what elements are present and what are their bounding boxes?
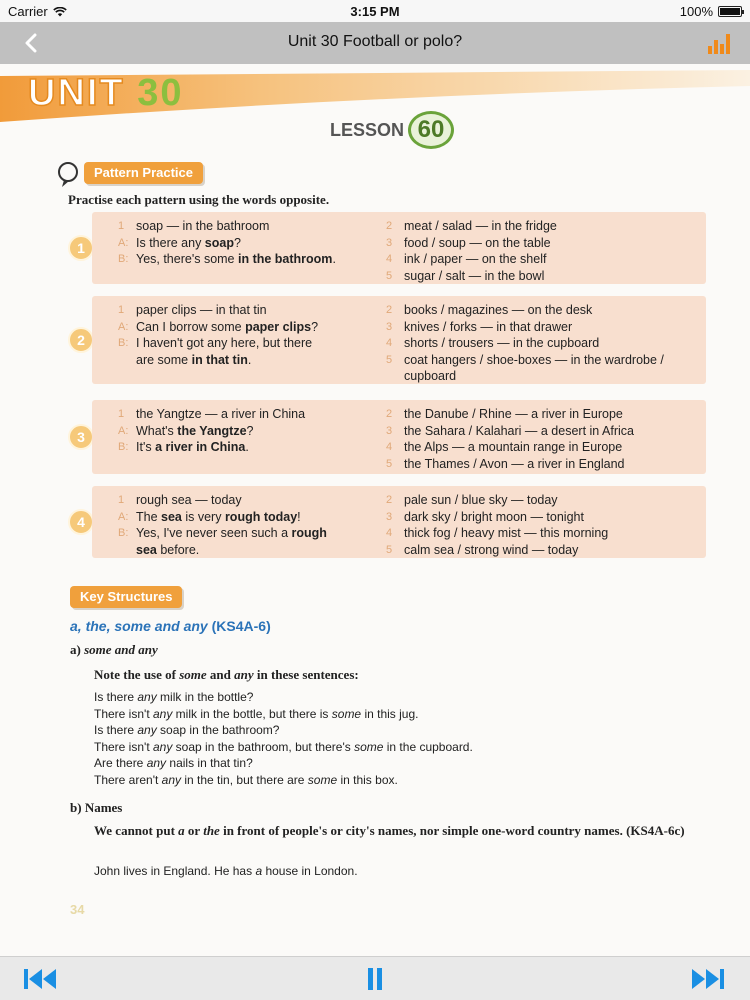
key-structures-label: Key Structures — [70, 586, 182, 608]
cue-text: calm sea / strong wind — today — [404, 542, 579, 557]
drill-model-line — [118, 406, 388, 423]
line-marker: 2 — [386, 408, 393, 420]
cue-text: knives / forks — in that drawer — [404, 319, 573, 334]
line-marker: A: — [118, 424, 129, 437]
text-segment: the Yangtze — [177, 423, 247, 438]
status-bar — [0, 0, 750, 22]
drill-model-line — [118, 352, 388, 369]
lesson-heading — [330, 112, 454, 148]
cue-text: thick fog / heavy mist — this morning — [404, 526, 609, 540]
text-segment: paper clips — [245, 319, 312, 334]
line-marker: 4 — [386, 253, 393, 265]
text-segment: a — [178, 823, 185, 838]
drill-cue-line — [386, 456, 701, 473]
example-sentence — [94, 722, 473, 739]
instruction-text: Practise each pattern using the words opposite. — [68, 192, 330, 207]
example-sentences — [94, 689, 473, 788]
line-marker: 2 — [386, 494, 393, 506]
cue-text: ink / paper — on the shelf — [404, 252, 547, 266]
section-b-label: b) — [70, 800, 82, 815]
cue-text: the Alps — a mountain range in Europe — [404, 440, 623, 454]
line-marker: 2 — [386, 304, 393, 316]
page-number: 34 — [70, 902, 85, 917]
ks-heading-ref: (KS4A-6) — [207, 618, 271, 634]
drill-model-column — [118, 492, 388, 558]
carrier-label: Carrier — [8, 4, 48, 19]
text-segment: ? — [311, 319, 319, 334]
cue-text: coat hangers / shoe-boxes — in the wardrobe / — [404, 352, 664, 367]
drill-model-line — [118, 492, 388, 509]
cue-text: meat / salad — in the fridge — [404, 219, 557, 233]
line-marker: 3 — [386, 424, 393, 437]
text-segment: soap — in the bathroom — [136, 219, 270, 233]
text-segment: soap in the bathroom, but there's — [172, 739, 355, 754]
text-segment: or — [184, 823, 204, 838]
line-marker: 5 — [386, 543, 393, 556]
cue-text: the Thames / Avon — a river in England — [404, 456, 625, 471]
drill-cue-column — [386, 492, 701, 558]
text-segment: I haven't got any here, but there — [136, 336, 313, 350]
skip-to-end-icon — [691, 968, 725, 990]
drill-model-column — [118, 302, 388, 368]
line-marker: 3 — [386, 320, 393, 333]
pause-button[interactable] — [357, 965, 393, 993]
drill-number-badge: 4 — [68, 509, 94, 535]
text-segment: some — [354, 739, 384, 754]
drill-cue-line — [386, 335, 701, 352]
text-segment: in this jug. — [361, 706, 419, 721]
section-b-heading — [70, 800, 122, 816]
line-marker: 1 — [118, 304, 125, 316]
section-b-title: Names — [84, 800, 123, 815]
cue-text: cupboard — [404, 369, 457, 383]
progress-chart-button[interactable] — [706, 30, 732, 56]
text-segment: Is there — [94, 690, 138, 704]
line-marker: 1 — [118, 408, 125, 420]
playback-toolbar — [0, 956, 750, 1000]
cue-text: shorts / trousers — in the cupboard — [404, 336, 600, 350]
text-segment: in the cupboard. — [383, 739, 473, 754]
drill-cue-line — [386, 509, 701, 526]
text-segment: any — [161, 772, 182, 787]
unit-word: UNIT — [28, 72, 125, 114]
line-marker: B: — [118, 441, 129, 453]
section-a-title: some and any — [84, 642, 158, 657]
text-segment: some — [331, 706, 362, 721]
text-segment: Are there — [94, 756, 147, 770]
drill-model-line — [118, 235, 388, 252]
text-segment: . — [245, 440, 249, 454]
text-segment: nails in that tin? — [166, 756, 253, 770]
text-segment: in front of people's or city's names, nor simple one-word country names. (KS4A-6c) — [219, 823, 685, 838]
text-segment: There isn't — [94, 739, 153, 754]
cue-text: dark sky / bright moon — tonight — [404, 509, 584, 524]
text-segment: in this box. — [337, 772, 398, 787]
textbook-page — [0, 64, 750, 956]
line-marker: 1 — [118, 220, 125, 232]
lesson-number: 60 — [408, 111, 454, 149]
text-segment: sea — [136, 542, 157, 557]
chevron-left-icon — [24, 33, 38, 53]
lesson-word: LESSON — [330, 119, 405, 140]
drill-cue-line — [386, 352, 701, 369]
text-segment: any — [152, 739, 173, 754]
drill-cue-line — [386, 218, 701, 235]
drill-model-line — [118, 251, 388, 268]
drill-model-line — [118, 319, 388, 336]
cue-text: pale sun / blue sky — today — [404, 493, 558, 507]
speaker-icon — [56, 160, 86, 188]
drill-cue-line — [386, 525, 701, 542]
text-segment: ? — [246, 423, 254, 438]
drill-number-badge: 1 — [68, 235, 94, 261]
skip-to-start-button[interactable] — [22, 965, 58, 993]
line-marker: A: — [118, 510, 129, 523]
drill-cue-line — [386, 439, 701, 456]
text-segment: ! — [297, 509, 301, 524]
drill-cue-line — [386, 406, 701, 423]
drill-cue-line — [386, 268, 701, 285]
drill-cue-line — [386, 251, 701, 268]
battery-icon — [718, 6, 742, 17]
drill-number-badge: 3 — [68, 424, 94, 450]
status-time: 3:15 PM — [350, 4, 400, 19]
nav-title: Unit 30 Football or polo? — [287, 33, 463, 50]
drill-number-badge: 2 — [68, 327, 94, 353]
section-a-note: Note the use of some and any in these sentences: — [94, 667, 359, 682]
skip-to-start-icon — [23, 968, 57, 990]
drill-model-line — [118, 542, 388, 559]
drill-model-line — [118, 218, 388, 235]
skip-to-end-button[interactable] — [690, 965, 726, 993]
text-segment: the — [203, 823, 220, 838]
text-segment: are some — [136, 352, 192, 367]
drill-box — [92, 212, 706, 284]
cue-text: the Sahara / Kalahari — a desert in Africa — [404, 423, 634, 438]
drill-cue-line — [386, 368, 701, 385]
text-segment: Is there — [94, 723, 138, 737]
names-note — [94, 822, 694, 840]
text-segment: a river in China — [155, 440, 246, 454]
text-segment: Can I borrow some — [136, 319, 246, 334]
text-segment: . — [247, 352, 252, 367]
line-marker: 5 — [386, 457, 393, 470]
drill-model-line — [118, 302, 388, 319]
text-segment: John lives in England. He has — [94, 864, 256, 878]
example-sentence — [94, 755, 473, 772]
pattern-practice-label: Pattern Practice — [84, 162, 203, 184]
line-marker: 3 — [386, 236, 393, 249]
line-marker: 4 — [386, 527, 393, 539]
text-segment: Yes, there's some — [136, 252, 238, 266]
bar-chart-icon — [706, 30, 732, 56]
cue-text: sugar / salt — in the bowl — [404, 268, 545, 283]
drill-model-line — [118, 525, 388, 542]
text-segment: . — [332, 252, 336, 266]
unit-title — [28, 72, 184, 115]
text-segment: in that tin — [191, 352, 248, 367]
drill-model-column — [118, 218, 388, 268]
text-segment: There isn't — [94, 706, 153, 721]
text-segment: house in London. — [262, 864, 358, 878]
text-segment: rough today — [224, 509, 298, 524]
drill-cue-line — [386, 319, 701, 336]
text-segment: There aren't — [94, 772, 162, 787]
example-sentence — [94, 739, 473, 756]
text-segment: some — [307, 772, 338, 787]
text-segment: paper clips — in that tin — [136, 303, 267, 317]
cue-text: books / magazines — on the desk — [404, 303, 593, 317]
line-marker: A: — [118, 320, 129, 333]
names-example — [94, 864, 358, 878]
text-segment: The — [136, 509, 162, 524]
text-segment: milk in the bottle, but there is — [172, 706, 332, 721]
text-segment: We cannot put — [94, 823, 179, 838]
section-a-label: a) — [70, 642, 81, 657]
pause-icon — [366, 967, 384, 991]
line-marker: 4 — [386, 337, 393, 349]
drill-model-line — [118, 439, 388, 456]
text-segment: is very — [181, 509, 225, 524]
cue-text: the Danube / Rhine — a river in Europe — [404, 407, 623, 421]
text-segment: the Yangtze — a river in China — [136, 407, 306, 421]
drill-cue-column — [386, 302, 701, 385]
back-button[interactable] — [16, 28, 46, 58]
line-marker: 5 — [386, 353, 393, 366]
drill-model-line — [118, 335, 388, 352]
text-segment: rough sea — today — [136, 493, 242, 507]
nav-bar — [0, 22, 750, 64]
line-marker: B: — [118, 337, 129, 349]
key-structures-heading — [70, 618, 271, 634]
drill-model-line — [118, 423, 388, 440]
text-segment: a — [255, 864, 263, 878]
drill-cue-line — [386, 235, 701, 252]
drill-model-line — [118, 509, 388, 526]
example-sentence — [94, 706, 473, 723]
line-marker: B: — [118, 527, 129, 539]
section-a-heading — [70, 642, 158, 658]
drill-cue-line — [386, 492, 701, 509]
text-segment: before. — [156, 542, 200, 557]
text-segment: any — [152, 706, 173, 721]
line-marker: B: — [118, 253, 129, 265]
text-segment: any — [137, 723, 157, 737]
unit-number: 30 — [137, 72, 184, 114]
text-segment: sea — [161, 509, 182, 524]
drill-box — [92, 400, 706, 474]
text-segment: in the tin, but there are — [181, 772, 308, 787]
text-segment: Is there any — [136, 235, 205, 250]
battery-percent: 100% — [679, 4, 713, 19]
text-segment: Yes, I've never seen such a — [136, 526, 292, 540]
text-segment: rough — [291, 526, 327, 540]
example-sentence — [94, 689, 473, 706]
drill-model-column — [118, 406, 388, 456]
text-segment: any — [137, 690, 157, 704]
text-segment: It's — [136, 440, 156, 454]
text-segment: in the bathroom — [237, 252, 333, 266]
line-marker: 3 — [386, 510, 393, 523]
drill-box — [92, 486, 706, 558]
example-sentence — [94, 772, 473, 789]
drill-cue-column — [386, 406, 701, 472]
text-segment: ? — [233, 235, 241, 250]
ks-heading-words: a, the, some and any — [70, 618, 208, 634]
text-segment: What's — [136, 423, 178, 438]
drill-cue-line — [386, 423, 701, 440]
line-marker: 5 — [386, 269, 393, 282]
drill-box — [92, 296, 706, 384]
drill-cue-column — [386, 218, 701, 284]
drill-cue-line — [386, 302, 701, 319]
text-segment: milk in the bottle? — [156, 690, 254, 704]
text-segment: soap in the bathroom? — [156, 723, 280, 737]
text-segment: any — [146, 756, 167, 770]
text-segment: soap — [204, 235, 234, 250]
line-marker: 1 — [118, 494, 125, 506]
line-marker: 4 — [386, 441, 393, 453]
line-marker: 2 — [386, 220, 393, 232]
line-marker: A: — [118, 236, 129, 249]
cue-text: food / soup — on the table — [404, 235, 551, 250]
drill-cue-line — [386, 542, 701, 559]
